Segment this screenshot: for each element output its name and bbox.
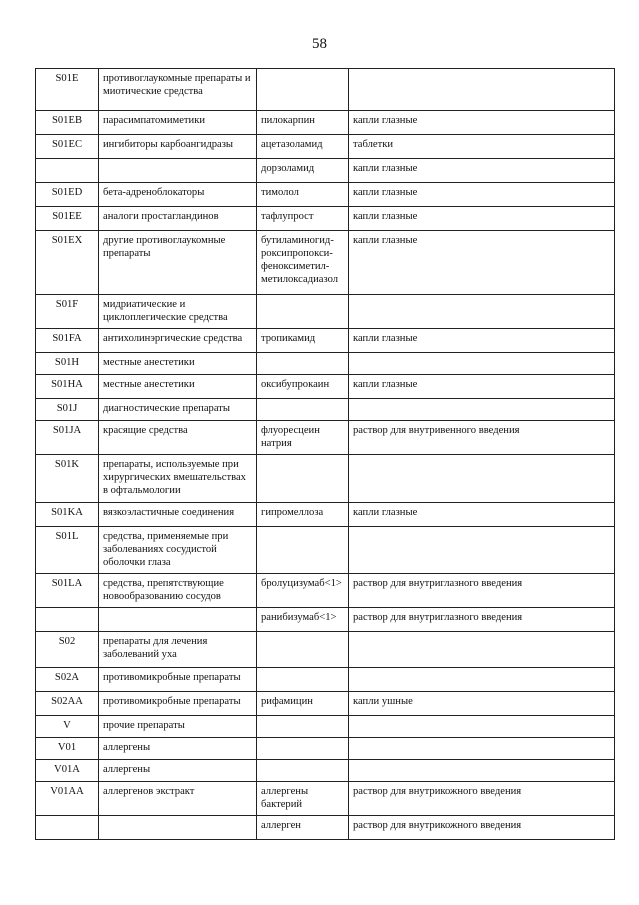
atc-code-cell: S01FA (36, 329, 99, 353)
drug-name-cell: ацетазоламид (257, 135, 349, 159)
table-row (36, 353, 615, 375)
atc-code-cell: S02 (36, 631, 99, 667)
table-row (36, 815, 615, 839)
table-row (36, 455, 615, 503)
group-name-cell: другие противоглаукомные препараты (99, 231, 257, 295)
atc-code-cell: S01E (36, 69, 99, 111)
atc-code-cell (36, 159, 99, 183)
group-name-cell: средства, применяемые при заболеваниях сосудистой оболочки глаза (99, 527, 257, 574)
dosage-form-cell (349, 455, 615, 503)
dosage-form-cell (349, 399, 615, 421)
drug-name-cell: бролуцизумаб<1> (257, 573, 349, 607)
atc-code-cell: V01 (36, 737, 99, 759)
dosage-form-cell (349, 527, 615, 574)
drug-name-cell (257, 667, 349, 691)
table-row (36, 375, 615, 399)
table-row (36, 607, 615, 631)
atc-code-cell: S01EB (36, 111, 99, 135)
group-name-cell: противоглаукомные препараты и миотические средства (99, 69, 257, 111)
atc-code-cell: S01L (36, 527, 99, 574)
page-number: 58 (312, 36, 327, 52)
table-row (36, 781, 615, 815)
dosage-form-cell: раствор для внутривенного введения (349, 421, 615, 455)
group-name-cell (99, 815, 257, 839)
group-name-cell: аллергены (99, 759, 257, 781)
drug-name-cell: дорзоламид (257, 159, 349, 183)
atc-code-cell: S01EX (36, 231, 99, 295)
dosage-form-cell (349, 715, 615, 737)
table-row (36, 667, 615, 691)
dosage-form-cell (349, 759, 615, 781)
group-name-cell: препараты для лечения заболеваний уха (99, 631, 257, 667)
drug-name-cell (257, 737, 349, 759)
group-name-cell (99, 159, 257, 183)
atc-code-cell: S01ED (36, 183, 99, 207)
atc-code-cell: S01J (36, 399, 99, 421)
table-row (36, 631, 615, 667)
group-name-cell: местные анестетики (99, 375, 257, 399)
table-row (36, 421, 615, 455)
table-row (36, 715, 615, 737)
drug-name-cell: гипромеллоза (257, 503, 349, 527)
atc-code-cell: S01F (36, 295, 99, 329)
dosage-form-cell: капли ушные (349, 691, 615, 715)
drug-name-cell (257, 715, 349, 737)
group-name-cell: аллергены (99, 737, 257, 759)
dosage-form-cell (349, 667, 615, 691)
table-row (36, 573, 615, 607)
atc-code-cell: V (36, 715, 99, 737)
atc-code-cell: S01EC (36, 135, 99, 159)
drug-name-cell (257, 399, 349, 421)
table-row (36, 329, 615, 353)
group-name-cell: диагностические препараты (99, 399, 257, 421)
group-name-cell: прочие препараты (99, 715, 257, 737)
atc-code-cell: S01HA (36, 375, 99, 399)
table-row (36, 759, 615, 781)
table-row (36, 135, 615, 159)
group-name-cell: аллергенов экстракт (99, 781, 257, 815)
drug-name-cell (257, 69, 349, 111)
group-name-cell: красящие средства (99, 421, 257, 455)
table-row (36, 503, 615, 527)
dosage-form-cell (349, 295, 615, 329)
dosage-form-cell: капли глазные (349, 111, 615, 135)
atc-code-cell: S01JA (36, 421, 99, 455)
atc-code-cell (36, 815, 99, 839)
table-row (36, 159, 615, 183)
table-row (36, 737, 615, 759)
table-row (36, 527, 615, 574)
group-name-cell: аналоги простагландинов (99, 207, 257, 231)
group-name-cell: противомикробные препараты (99, 667, 257, 691)
dosage-form-cell: капли глазные (349, 207, 615, 231)
dosage-form-cell: капли глазные (349, 231, 615, 295)
table-row (36, 111, 615, 135)
drug-name-cell (257, 527, 349, 574)
atc-code-cell: S02A (36, 667, 99, 691)
drug-name-cell: пилокарпин (257, 111, 349, 135)
atc-code-cell: S01LA (36, 573, 99, 607)
dosage-form-cell (349, 737, 615, 759)
table-row (36, 207, 615, 231)
group-name-cell: ингибиторы карбоангидразы (99, 135, 257, 159)
drug-classification-table (35, 68, 615, 840)
drug-name-cell: ранибизумаб<1> (257, 607, 349, 631)
table-row (36, 183, 615, 207)
drug-name-cell (257, 295, 349, 329)
group-name-cell: противомикробные препараты (99, 691, 257, 715)
drug-name-cell: оксибупрокаин (257, 375, 349, 399)
table-row (36, 69, 615, 111)
atc-code-cell (36, 607, 99, 631)
dosage-form-cell: раствор для внутриглазного введения (349, 573, 615, 607)
dosage-form-cell: капли глазные (349, 159, 615, 183)
table-row (36, 691, 615, 715)
drug-name-cell (257, 353, 349, 375)
atc-code-cell: V01A (36, 759, 99, 781)
dosage-form-cell: раствор для внутрикожного введения (349, 781, 615, 815)
table-row (36, 399, 615, 421)
drug-name-cell (257, 631, 349, 667)
group-name-cell: вязкоэластичные соединения (99, 503, 257, 527)
dosage-form-cell (349, 353, 615, 375)
drug-name-cell: бутиламиногид-роксипропокси-феноксиметил-метилоксадиазол (257, 231, 349, 295)
drug-name-cell: тафлупрост (257, 207, 349, 231)
table-row (36, 231, 615, 295)
group-name-cell: антихолинэргические средства (99, 329, 257, 353)
drug-name-cell: аллергены бактерий (257, 781, 349, 815)
dosage-form-cell: капли глазные (349, 183, 615, 207)
atc-code-cell: S01H (36, 353, 99, 375)
drug-name-cell: тропикамид (257, 329, 349, 353)
dosage-form-cell: раствор для внутриглазного введения (349, 607, 615, 631)
drug-name-cell: аллерген (257, 815, 349, 839)
dosage-form-cell: таблетки (349, 135, 615, 159)
group-name-cell: парасимпатомиметики (99, 111, 257, 135)
group-name-cell: местные анестетики (99, 353, 257, 375)
atc-code-cell: S01KA (36, 503, 99, 527)
drug-name-cell (257, 759, 349, 781)
atc-code-cell: S01EE (36, 207, 99, 231)
drug-name-cell (257, 455, 349, 503)
drug-name-cell: тимолол (257, 183, 349, 207)
dosage-form-cell (349, 631, 615, 667)
drug-name-cell: рифамицин (257, 691, 349, 715)
table-body (36, 69, 615, 840)
dosage-form-cell (349, 69, 615, 111)
group-name-cell: бета-адреноблокаторы (99, 183, 257, 207)
dosage-form-cell: капли глазные (349, 503, 615, 527)
table-row (36, 295, 615, 329)
dosage-form-cell: раствор для внутрикожного введения (349, 815, 615, 839)
group-name-cell (99, 607, 257, 631)
atc-code-cell: S02AA (36, 691, 99, 715)
drug-name-cell: флуоресцеин натрия (257, 421, 349, 455)
group-name-cell: препараты, используемые при хирургических вмешательствах в офтальмологии (99, 455, 257, 503)
group-name-cell: средства, препятствующие новообразованию сосудов (99, 573, 257, 607)
dosage-form-cell: капли глазные (349, 375, 615, 399)
dosage-form-cell: капли глазные (349, 329, 615, 353)
atc-code-cell: S01K (36, 455, 99, 503)
atc-code-cell: V01AA (36, 781, 99, 815)
group-name-cell: мидриатические и циклоплегические средства (99, 295, 257, 329)
